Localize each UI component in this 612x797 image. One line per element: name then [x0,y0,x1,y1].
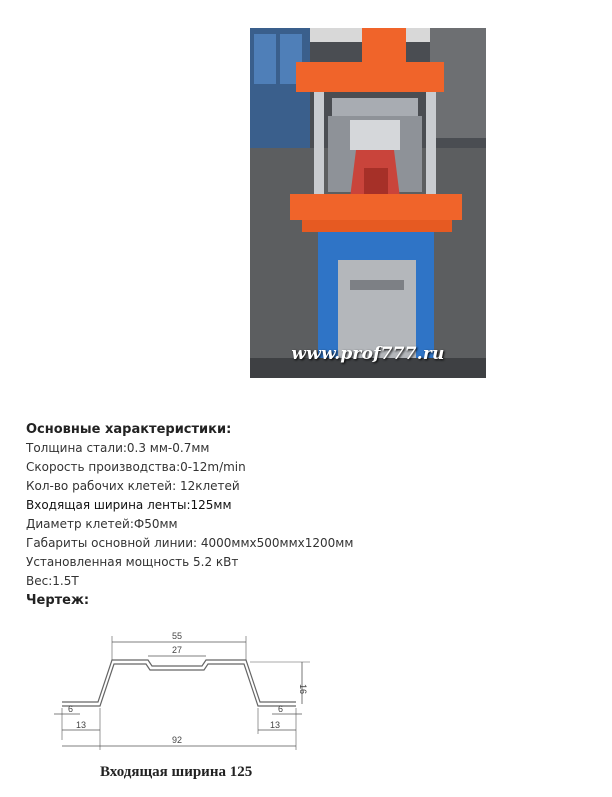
dim-right-offset: 13 [270,720,281,730]
drawing-heading: Чертеж: [26,593,90,608]
dim-left-offset: 13 [76,720,87,730]
product-photo [250,28,486,378]
specs-heading: Основные характеристики: [26,422,232,437]
spec-line: Габариты основной линии: 4000ммх500ммх1200мм [26,536,354,550]
dim-height: 16 [298,684,308,695]
spec-line: Скорость производства:0-12m/min [26,460,246,474]
spec-line: Толщина стали:0.3 мм-0.7мм [26,441,210,455]
profile-cross-section [40,620,340,785]
spec-line: Вес:1.5Т [26,574,79,588]
dim-top-width: 55 [172,631,183,641]
spec-line: Кол-во рабочих клетей: 12клетей [26,479,240,493]
dim-inner-width: 27 [172,645,183,655]
watermark-text: www.prof777.ru [291,344,445,364]
specifications [26,420,586,610]
profile-drawing [40,620,340,785]
spec-line: Входящая ширина ленты:125мм [26,498,232,512]
rollforming-machine-image [250,28,486,378]
dim-total: 92 [172,735,183,745]
dim-right-flange: 6 [278,704,284,714]
spec-line: Диаметр клетей:Ф50мм [26,517,178,531]
drawing-caption: Входящая ширина 125 [100,764,253,780]
dim-left-flange: 6 [68,704,74,714]
spec-line: Установленная мощность 5.2 кВт [26,555,239,569]
